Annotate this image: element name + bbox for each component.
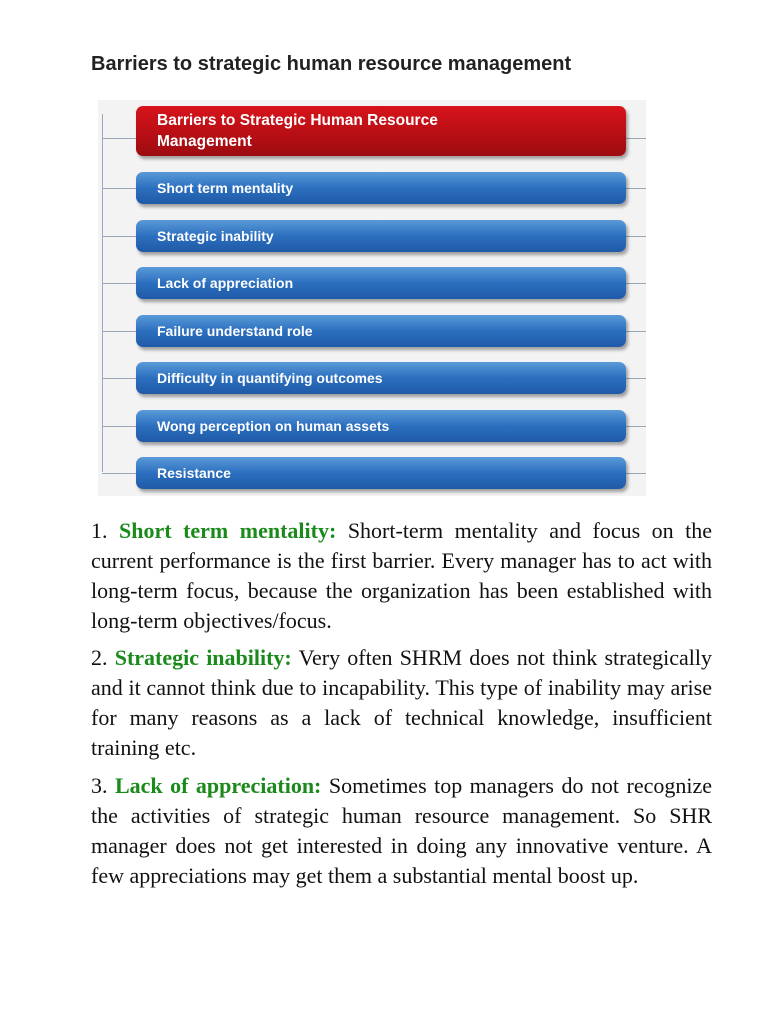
- paragraph-strategic-inability: [91, 643, 712, 763]
- diagram-trunk-line: [102, 114, 103, 472]
- paragraph-text: Sometimes top managers do not recognize the activities of strategic human resource management. So SHR manager does not get interested in doing any innovative venture. A few appreciations may get them a substantial mental boost up.: [91, 773, 712, 888]
- diagram-item-failure-understand-role: Failure understand role: [136, 315, 626, 347]
- paragraph-number: 3.: [91, 773, 108, 798]
- paragraph-term: Short term mentality:: [119, 518, 337, 543]
- paragraph-short-term-mentality: [91, 516, 712, 636]
- paragraph-term: Strategic inability:: [114, 645, 292, 670]
- paragraph-number: 1.: [91, 518, 108, 543]
- paragraph-term: Lack of appreciation:: [114, 773, 322, 798]
- paragraph-lack-of-appreciation: [91, 771, 712, 891]
- diagram-item-wrong-perception: Wong perception on human assets: [136, 410, 626, 442]
- paragraph-text: Very often SHRM does not think strategically and it cannot think due to incapability. This type of inability may arise for many reasons as a lack of technical knowledge, insufficient training etc.: [91, 645, 712, 760]
- page-heading: Barriers to strategic human resource management: [91, 53, 572, 75]
- diagram-item-strategic-inability: Strategic inability: [136, 220, 626, 252]
- diagram-item-resistance: Resistance: [136, 457, 626, 489]
- diagram-title-box: Barriers to Strategic Human Resource Management: [136, 106, 626, 156]
- paragraph-number: 2.: [91, 645, 108, 670]
- barriers-diagram: [98, 100, 646, 496]
- diagram-item-difficulty-quantifying: Difficulty in quantifying outcomes: [136, 362, 626, 394]
- diagram-item-short-term-mentality: Short term mentality: [136, 172, 626, 204]
- paragraph-text: Short-term mentality and focus on the current performance is the first barrier. Every manager has to act with long-term focus, because the organization has been established with long-term objectives/focus.: [91, 518, 713, 633]
- diagram-item-lack-of-appreciation: Lack of appreciation: [136, 267, 626, 299]
